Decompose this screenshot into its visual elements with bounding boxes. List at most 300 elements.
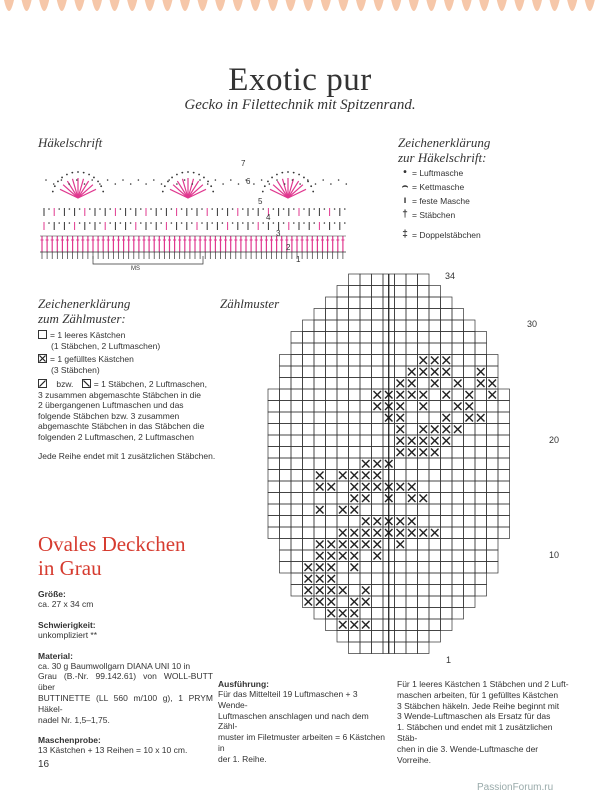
border-drop bbox=[444, 0, 454, 11]
grid-cell bbox=[452, 516, 464, 528]
grid-cell bbox=[418, 504, 430, 516]
grid-cell bbox=[349, 332, 361, 344]
diagonal-right-box-icon bbox=[38, 379, 47, 388]
grid-cell bbox=[441, 527, 453, 539]
grid-cell bbox=[291, 458, 303, 470]
grid-cell bbox=[429, 504, 441, 516]
grid-cell bbox=[395, 343, 407, 355]
legend-luftmasche: • = Luftmasche bbox=[398, 167, 463, 178]
grid-cell bbox=[360, 562, 372, 574]
grid-cell bbox=[280, 401, 292, 413]
grid-cell bbox=[475, 343, 487, 355]
grid-cell bbox=[337, 458, 349, 470]
grid-cell bbox=[291, 585, 303, 597]
grid-cell bbox=[452, 562, 464, 574]
grid-cell bbox=[349, 401, 361, 413]
grid-cell bbox=[475, 447, 487, 459]
crochet-chart-heading: Häkelschrift bbox=[38, 135, 103, 150]
grid-cell bbox=[395, 631, 407, 643]
grid-cell bbox=[498, 504, 510, 516]
grid-cell bbox=[337, 447, 349, 459]
grid-cell bbox=[337, 631, 349, 643]
grid-cell bbox=[314, 320, 326, 332]
grid-cell bbox=[418, 596, 430, 608]
ms-label: MS bbox=[131, 266, 140, 272]
grid-cell bbox=[406, 642, 418, 654]
grid-cell bbox=[418, 516, 430, 528]
grid-cell bbox=[452, 470, 464, 482]
row-number-1: 1 bbox=[296, 255, 301, 264]
grid-cell bbox=[395, 355, 407, 367]
grid-cell bbox=[452, 320, 464, 332]
grid-cell bbox=[464, 343, 476, 355]
grid-cell bbox=[349, 274, 361, 286]
grid-cell bbox=[452, 458, 464, 470]
grid-cell bbox=[464, 562, 476, 574]
grid-cell bbox=[475, 516, 487, 528]
grid-cell bbox=[464, 539, 476, 551]
grid-cell bbox=[280, 493, 292, 505]
grid-cell bbox=[452, 435, 464, 447]
grid-cell bbox=[464, 458, 476, 470]
grid-cell bbox=[498, 470, 510, 482]
grid-cell bbox=[349, 424, 361, 436]
grid-cell bbox=[487, 516, 499, 528]
border-drop bbox=[303, 0, 313, 11]
grid-cell bbox=[452, 447, 464, 459]
grid-cell bbox=[441, 309, 453, 321]
grid-cell bbox=[303, 320, 315, 332]
grid-label-20: 20 bbox=[549, 435, 560, 445]
grid-cell bbox=[337, 493, 349, 505]
grid-cell bbox=[406, 470, 418, 482]
grid-cell bbox=[429, 297, 441, 309]
grid-cell bbox=[475, 493, 487, 505]
grid-cell bbox=[452, 481, 464, 493]
grid-cell bbox=[268, 527, 280, 539]
grid-cell bbox=[487, 447, 499, 459]
material-text: ca. 30 g Baumwollgarn DIANA UNI 10 in Grau (B.-Nr. 99.142.61) von WOLL-BUTT über BUTTINETTE (LL 560 m/100 g), 1 PRYM Häkel- nadel Nr. 1,5–1,75. bbox=[38, 660, 213, 725]
border-drop bbox=[356, 0, 366, 11]
grid-cell bbox=[372, 619, 384, 631]
border-drop bbox=[145, 0, 155, 11]
grid-label-30: 30 bbox=[527, 319, 538, 329]
grid-cell bbox=[464, 355, 476, 367]
grid-cell bbox=[326, 424, 338, 436]
grid-cell bbox=[498, 389, 510, 401]
filet-grid-chart bbox=[260, 266, 580, 670]
arc-icon: ⌢ bbox=[401, 181, 409, 192]
grid-cell bbox=[441, 562, 453, 574]
grid-cell bbox=[418, 458, 430, 470]
grid-cell bbox=[349, 516, 361, 528]
grid-cell bbox=[441, 378, 453, 390]
legend-filled-box: = 1 gefülltes Kästchen (3 Stäbchen) bbox=[38, 354, 218, 375]
grid-cell bbox=[326, 619, 338, 631]
grid-cell bbox=[372, 274, 384, 286]
dot-icon: • bbox=[403, 167, 407, 178]
grid-cell bbox=[406, 550, 418, 562]
grid-cell bbox=[372, 355, 384, 367]
grid-cell bbox=[395, 585, 407, 597]
grid-cell bbox=[406, 539, 418, 551]
grid-cell bbox=[429, 573, 441, 585]
grid-cell bbox=[452, 412, 464, 424]
grid-cell bbox=[291, 493, 303, 505]
grid-cell bbox=[441, 585, 453, 597]
grid-cell bbox=[418, 608, 430, 620]
grid-cell bbox=[326, 366, 338, 378]
grid-cell bbox=[441, 596, 453, 608]
row-number-2: 2 bbox=[286, 243, 291, 252]
border-drop bbox=[479, 0, 489, 11]
legend-diagonal-box: bzw. = 1 Stäbchen, 2 Luftmaschen, 3 zusammen abgemaschte Stäbchen in die 2 übergangenen Luftmaschen und das folgende Stäbchen bzw. 3 zusammen abgemaschte Stäbchen in das Stäbchen die folgenden 2 Luftmaschen, 2 Luftmaschen bbox=[38, 379, 207, 442]
grid-cell bbox=[395, 309, 407, 321]
grid-cell bbox=[487, 435, 499, 447]
grid-cell bbox=[337, 516, 349, 528]
border-drop bbox=[409, 0, 419, 11]
grid-cell bbox=[406, 585, 418, 597]
bar-icon: ı bbox=[403, 195, 407, 206]
grid-cell bbox=[498, 401, 510, 413]
grid-cell bbox=[337, 320, 349, 332]
legend-staebchen: † = Stäbchen bbox=[398, 209, 455, 220]
grid-cell bbox=[280, 527, 292, 539]
grid-cell bbox=[429, 516, 441, 528]
grid-cell bbox=[418, 332, 430, 344]
grid-cell bbox=[441, 608, 453, 620]
page-number: 16 bbox=[38, 759, 50, 770]
row-number-7: 7 bbox=[241, 159, 246, 168]
legend-doppelstaebchen: ‡ = Doppelstäbchen bbox=[398, 229, 481, 240]
grid-cell bbox=[418, 378, 430, 390]
page-subtitle: Gecko in Filettechnik mit Spitzenrand. bbox=[184, 97, 416, 113]
grid-cell bbox=[360, 424, 372, 436]
grid-cell bbox=[429, 539, 441, 551]
grid-cell bbox=[314, 435, 326, 447]
grid-cell bbox=[429, 458, 441, 470]
grid-cell bbox=[291, 389, 303, 401]
empty-box-icon bbox=[38, 330, 47, 339]
grid-cell bbox=[280, 470, 292, 482]
grid-cell bbox=[291, 435, 303, 447]
grid-label-top: 34 bbox=[445, 271, 456, 281]
grid-cell bbox=[337, 355, 349, 367]
grid-cell bbox=[291, 343, 303, 355]
grid-cell bbox=[349, 458, 361, 470]
grid-cell bbox=[326, 320, 338, 332]
grid-cell bbox=[406, 309, 418, 321]
grid-cell bbox=[349, 412, 361, 424]
grid-cell bbox=[360, 631, 372, 643]
grid-cell bbox=[441, 332, 453, 344]
grid-cell bbox=[349, 435, 361, 447]
grid-cell bbox=[395, 493, 407, 505]
grid-cell bbox=[372, 585, 384, 597]
grid-cell bbox=[291, 539, 303, 551]
grid-cell bbox=[372, 378, 384, 390]
grid-cell bbox=[406, 596, 418, 608]
border-drop bbox=[550, 0, 560, 11]
grid-cell bbox=[464, 447, 476, 459]
grid-cell bbox=[475, 573, 487, 585]
grid-cell bbox=[452, 332, 464, 344]
grid-cell bbox=[291, 401, 303, 413]
grid-cell bbox=[314, 527, 326, 539]
grid-cell bbox=[303, 481, 315, 493]
grid-cell bbox=[303, 539, 315, 551]
grid-cell bbox=[441, 573, 453, 585]
grid-cell bbox=[326, 297, 338, 309]
grid-cell bbox=[337, 286, 349, 298]
grid-cell bbox=[349, 447, 361, 459]
grid-cell bbox=[429, 286, 441, 298]
grid-cell bbox=[464, 550, 476, 562]
grid-cell bbox=[314, 309, 326, 321]
grid-cell bbox=[418, 642, 430, 654]
grid-cell bbox=[326, 378, 338, 390]
grid-cell bbox=[349, 286, 361, 298]
grid-cell bbox=[349, 585, 361, 597]
grid-cell bbox=[452, 493, 464, 505]
grid-cell bbox=[464, 424, 476, 436]
grid-cell bbox=[337, 389, 349, 401]
grid-cell bbox=[326, 309, 338, 321]
grid-cell bbox=[487, 458, 499, 470]
border-drop bbox=[180, 0, 190, 11]
grid-cell bbox=[360, 573, 372, 585]
grid-cell bbox=[337, 366, 349, 378]
grid-cell bbox=[406, 424, 418, 436]
grid-cell bbox=[406, 332, 418, 344]
grid-cell bbox=[372, 596, 384, 608]
grid-cell bbox=[303, 504, 315, 516]
project-title: Ovales Deckchen in Grau bbox=[38, 532, 186, 580]
grid-cell bbox=[464, 493, 476, 505]
grid-cell bbox=[360, 343, 372, 355]
grid-cell bbox=[280, 389, 292, 401]
grid-cell bbox=[268, 493, 280, 505]
grid-cell bbox=[372, 343, 384, 355]
grid-cell bbox=[326, 401, 338, 413]
grid-cell bbox=[429, 470, 441, 482]
grid-cell bbox=[441, 320, 453, 332]
grid-cell bbox=[360, 286, 372, 298]
grid-cell bbox=[360, 309, 372, 321]
grid-cell bbox=[429, 401, 441, 413]
chart-legend-heading: Zeichenerklärung zum Zählmuster: bbox=[38, 296, 131, 326]
grid-cell bbox=[452, 539, 464, 551]
grid-cell bbox=[429, 550, 441, 562]
grid-cell bbox=[441, 470, 453, 482]
grid-cell bbox=[475, 355, 487, 367]
grid-cell bbox=[291, 412, 303, 424]
grid-cell bbox=[372, 320, 384, 332]
grid-cell bbox=[452, 389, 464, 401]
border-drop bbox=[57, 0, 67, 11]
grid-cell bbox=[418, 573, 430, 585]
grid-cell bbox=[268, 470, 280, 482]
grid-cell bbox=[360, 550, 372, 562]
grid-cell bbox=[464, 366, 476, 378]
grid-cell bbox=[303, 412, 315, 424]
grid-cell bbox=[268, 458, 280, 470]
grid-cell bbox=[280, 447, 292, 459]
grid-cell bbox=[268, 412, 280, 424]
grid-cell bbox=[303, 366, 315, 378]
grid-cell bbox=[326, 504, 338, 516]
grid-cell bbox=[360, 435, 372, 447]
grid-cell bbox=[429, 481, 441, 493]
grid-cell bbox=[395, 642, 407, 654]
border-drop bbox=[110, 0, 120, 11]
grid-cell bbox=[337, 297, 349, 309]
grid-cell bbox=[314, 493, 326, 505]
grid-cell bbox=[475, 562, 487, 574]
grid-cell bbox=[487, 550, 499, 562]
grid-cell bbox=[429, 309, 441, 321]
grid-cell bbox=[441, 343, 453, 355]
grid-cell bbox=[314, 412, 326, 424]
grid-cell bbox=[418, 550, 430, 562]
grid-cell bbox=[464, 320, 476, 332]
grid-cell bbox=[360, 355, 372, 367]
grid-cell bbox=[475, 481, 487, 493]
crochet-chart bbox=[38, 152, 358, 274]
grid-cell bbox=[395, 619, 407, 631]
grid-cell bbox=[487, 504, 499, 516]
grid-cell bbox=[372, 286, 384, 298]
grid-cell bbox=[326, 458, 338, 470]
grid-cell bbox=[429, 562, 441, 574]
grid-cell bbox=[372, 608, 384, 620]
grid-cell bbox=[280, 504, 292, 516]
legend-kettmasche: ⌢ = Kettmasche bbox=[398, 181, 464, 192]
grid-cell bbox=[360, 401, 372, 413]
grid-cell bbox=[303, 355, 315, 367]
grid-cell bbox=[406, 608, 418, 620]
grid-cell bbox=[487, 527, 499, 539]
grid-cell bbox=[395, 550, 407, 562]
grid-cell bbox=[429, 343, 441, 355]
grid-cell bbox=[441, 504, 453, 516]
grid-cell bbox=[337, 378, 349, 390]
grid-cell bbox=[372, 642, 384, 654]
grid-cell bbox=[337, 481, 349, 493]
grid-cell bbox=[268, 481, 280, 493]
grid-cell bbox=[303, 458, 315, 470]
grid-cell bbox=[326, 355, 338, 367]
grid-cell bbox=[291, 355, 303, 367]
grid-cell bbox=[291, 573, 303, 585]
grid-cell bbox=[395, 504, 407, 516]
border-drop bbox=[426, 0, 436, 11]
grid-cell bbox=[303, 447, 315, 459]
grid-cell bbox=[395, 297, 407, 309]
grid-cell bbox=[372, 631, 384, 643]
grid-cell bbox=[349, 573, 361, 585]
grid-cell bbox=[314, 343, 326, 355]
grid-cell bbox=[429, 585, 441, 597]
grid-cell bbox=[418, 539, 430, 551]
grid-cell bbox=[487, 539, 499, 551]
grid-cell bbox=[406, 504, 418, 516]
grid-cell bbox=[291, 504, 303, 516]
grid-cell bbox=[326, 493, 338, 505]
border-drop bbox=[198, 0, 208, 11]
grid-cell bbox=[280, 562, 292, 574]
grid-cell bbox=[441, 539, 453, 551]
grid-cell bbox=[452, 366, 464, 378]
grid-cell bbox=[280, 458, 292, 470]
grid-cell bbox=[406, 619, 418, 631]
grid-cell bbox=[291, 516, 303, 528]
project-details: Größe: ca. 27 x 34 cm Schwierigkeit: unkompliziert ** Material: ca. 30 g Baumwollgarn DIANA UNI 10 in Grau (B.-Nr. 99.142.61) von WOLL-BUTT über BUTTINETTE (LL 560 m/100 g), 1 PRYM Häkel- nadel Nr. 1,5–1,75. Maschenprobe: 13 Kästchen + 13 Reihen = 10 x 10 cm. bbox=[38, 589, 213, 756]
grid-cell bbox=[372, 297, 384, 309]
grid-cell bbox=[441, 447, 453, 459]
grid-cell bbox=[372, 447, 384, 459]
grid-cell bbox=[303, 401, 315, 413]
border-drop bbox=[92, 0, 102, 11]
grid-cell bbox=[349, 642, 361, 654]
watermark: PassionForum.ru bbox=[477, 782, 554, 793]
grid-cell bbox=[303, 424, 315, 436]
border-drop bbox=[286, 0, 296, 11]
grid-cell bbox=[498, 412, 510, 424]
grid-cell bbox=[337, 424, 349, 436]
grid-cell bbox=[406, 401, 418, 413]
grid-cell bbox=[418, 309, 430, 321]
grid-cell bbox=[280, 435, 292, 447]
grid-cell bbox=[452, 309, 464, 321]
grid-cell bbox=[314, 401, 326, 413]
cross-icon: † bbox=[402, 209, 408, 220]
grid-cell bbox=[406, 412, 418, 424]
grid-cell bbox=[452, 550, 464, 562]
grid-cell bbox=[314, 424, 326, 436]
grid-cell bbox=[452, 608, 464, 620]
grid-cell bbox=[406, 343, 418, 355]
grid-cell bbox=[280, 366, 292, 378]
grid-cell bbox=[268, 516, 280, 528]
grid-cell bbox=[349, 343, 361, 355]
grid-cell bbox=[452, 585, 464, 597]
grid-cell bbox=[498, 458, 510, 470]
grid-cell bbox=[498, 424, 510, 436]
grid-cell bbox=[395, 458, 407, 470]
grid-cell bbox=[487, 493, 499, 505]
grid-cell bbox=[429, 493, 441, 505]
grid-cell bbox=[291, 470, 303, 482]
instructions-col1: Ausführung: Für das Mittelteil 19 Luftmaschen + 3 Wende- Luftmaschen anschlagen und nach dem Zähl- muster im Filetmuster arbeiten = 6 Kästchen in der 1. Reihe. bbox=[218, 679, 385, 764]
grid-cell bbox=[487, 470, 499, 482]
grid-cell bbox=[464, 573, 476, 585]
grid-cell bbox=[303, 470, 315, 482]
grid-cell bbox=[280, 481, 292, 493]
grid-cell bbox=[291, 481, 303, 493]
grid-cell bbox=[498, 481, 510, 493]
grid-cell bbox=[475, 539, 487, 551]
grid-chart-heading: Zählmuster bbox=[220, 296, 280, 311]
grid-cell bbox=[291, 332, 303, 344]
grid-cell bbox=[395, 608, 407, 620]
grid-cell bbox=[464, 527, 476, 539]
grid-cell bbox=[337, 596, 349, 608]
border-drop bbox=[268, 0, 278, 11]
grid-cell bbox=[464, 481, 476, 493]
grid-cell bbox=[418, 481, 430, 493]
grid-cell bbox=[360, 366, 372, 378]
